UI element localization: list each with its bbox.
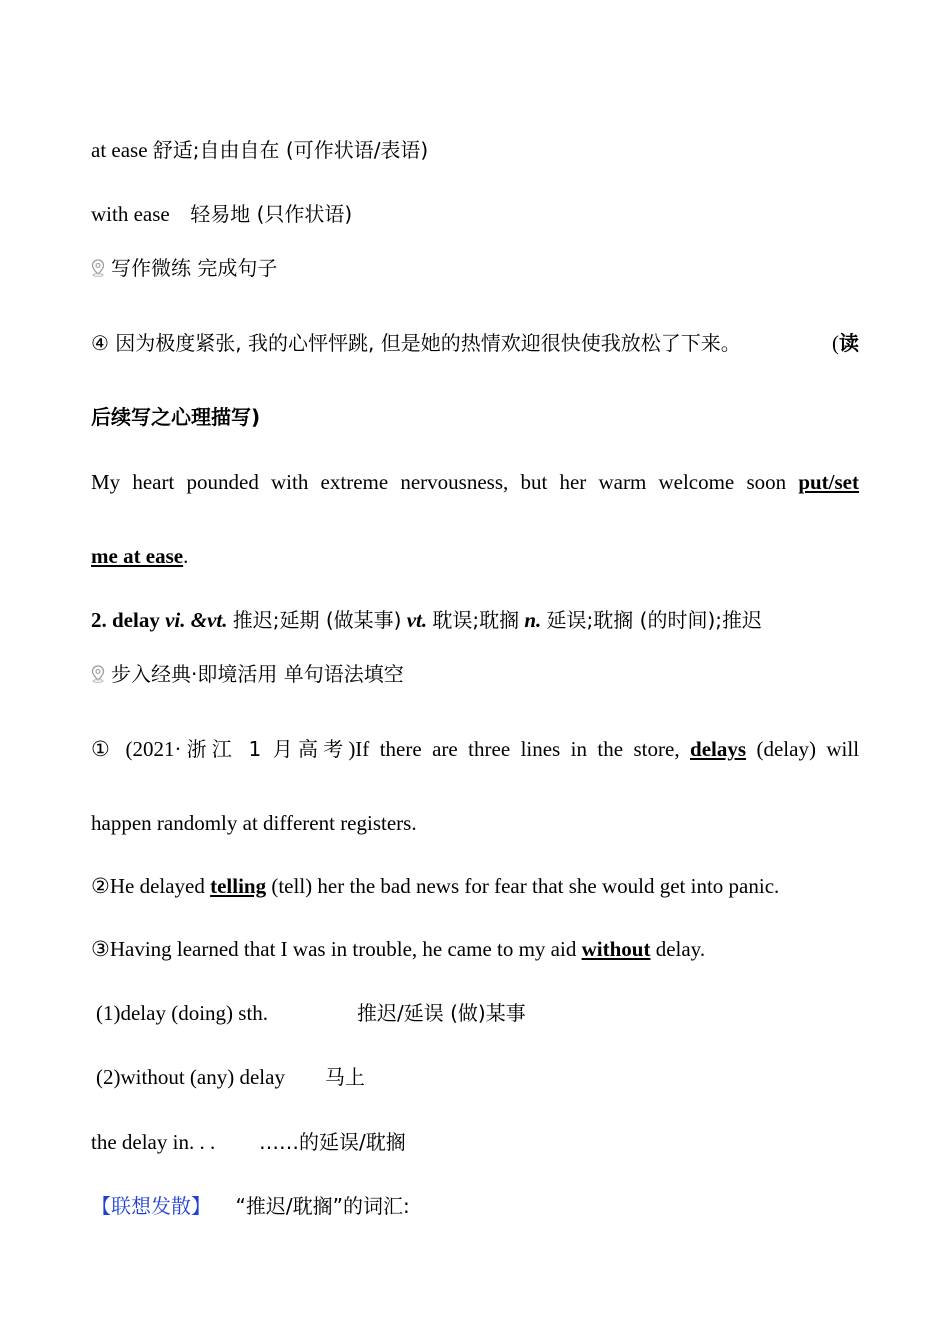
delay-headword: 2. delay [91, 608, 160, 632]
q4-answer-b: me at ease [91, 544, 184, 568]
association-line [91, 1192, 859, 1220]
phrase-3 [91, 1128, 859, 1156]
at-ease-cn: 舒适;自由自在 (可作状语/表语) [152, 138, 429, 162]
delay-pos3: n. [524, 608, 542, 632]
location-pin-icon [91, 259, 105, 277]
phrase-1 [96, 999, 859, 1027]
delay-pos2: vt. [406, 608, 428, 632]
with-ease-cn: 轻易地 (只作状语) [190, 202, 353, 226]
with-ease-en: with ease [91, 202, 170, 226]
phrase1-en: (1)delay (doing) sth. [96, 1001, 269, 1025]
q4-english [91, 468, 859, 496]
q4-end: . [183, 544, 189, 568]
q1-line2 [91, 809, 859, 837]
q4-tag-line [91, 403, 859, 431]
q4-en-pre: My heart pounded with extreme nervousness, but her warm welcome soon [91, 470, 787, 494]
delay-def2: 耽误;耽搁 [432, 608, 520, 632]
at-ease-en: at ease [91, 138, 148, 162]
q4-tag-paren: ( [832, 331, 839, 355]
q1-line1 [91, 735, 859, 763]
phrase1-cn: 推迟/延误 (做)某事 [357, 1001, 526, 1025]
q3-line [91, 935, 859, 963]
delay-pos1: vi. &vt. [165, 608, 228, 632]
q3-post: delay. [655, 937, 706, 961]
q3-answer: without [581, 937, 651, 961]
phrase-with-ease [91, 200, 859, 228]
q1-answer: delays [690, 737, 747, 761]
q4-chinese [91, 329, 859, 357]
delay-entry-head [91, 606, 859, 634]
association-text: “推迟/耽搁”的词汇: [235, 1194, 410, 1218]
writing-practice-heading [91, 254, 859, 282]
q1-number: ① [91, 737, 116, 761]
q3-pre: ③Having learned that I was in trouble, he came to my aid [91, 937, 577, 961]
delay-def3: 延误;耽搁 (的时间);推迟 [546, 608, 762, 632]
q4-tag-a: 读 [839, 331, 859, 355]
q1-source-cn: 浙江 1 月高考 [181, 737, 349, 761]
phrase3-cn: ……的延误/耽搁 [259, 1130, 406, 1154]
q4-answer-a: put/set [798, 470, 859, 494]
q2-line [91, 872, 859, 900]
phrase-2 [96, 1063, 859, 1091]
q2-pre: ②He delayed [91, 874, 205, 898]
q1-line2-text: happen randomly at different registers. [91, 811, 417, 835]
grammar-fill-heading [91, 660, 859, 688]
association-label: 【联想发散】 [91, 1194, 211, 1218]
q1-source-open: (2021· [125, 737, 182, 761]
q1-pre: )If there are three lines in the store, [348, 737, 680, 761]
delay-def1: 推迟;延期 (做某事) [232, 608, 402, 632]
q1-post: (delay) will [756, 737, 860, 761]
q2-answer: telling [210, 874, 267, 898]
grammar-fill-label: 步入经典·即境活用 单句语法填空 [111, 662, 404, 686]
phrase2-cn: 马上 [325, 1065, 365, 1089]
phrase3-en: the delay in. . . [91, 1130, 216, 1154]
q4-cn-text: ④ 因为极度紧张, 我的心怦怦跳, 但是她的热情欢迎很快使我放松了下来。 [91, 331, 741, 355]
location-pin-icon [91, 665, 105, 683]
q4-english-line2 [91, 542, 859, 570]
phrase-at-ease [91, 136, 859, 164]
writing-practice-label: 写作微练 完成句子 [111, 256, 278, 280]
q2-post: (tell) her the bad news for fear that she would get into panic. [271, 874, 780, 898]
phrase2-en: (2)without (any) delay [96, 1065, 285, 1089]
q4-tag-b: 后续写之心理描写) [91, 405, 261, 429]
